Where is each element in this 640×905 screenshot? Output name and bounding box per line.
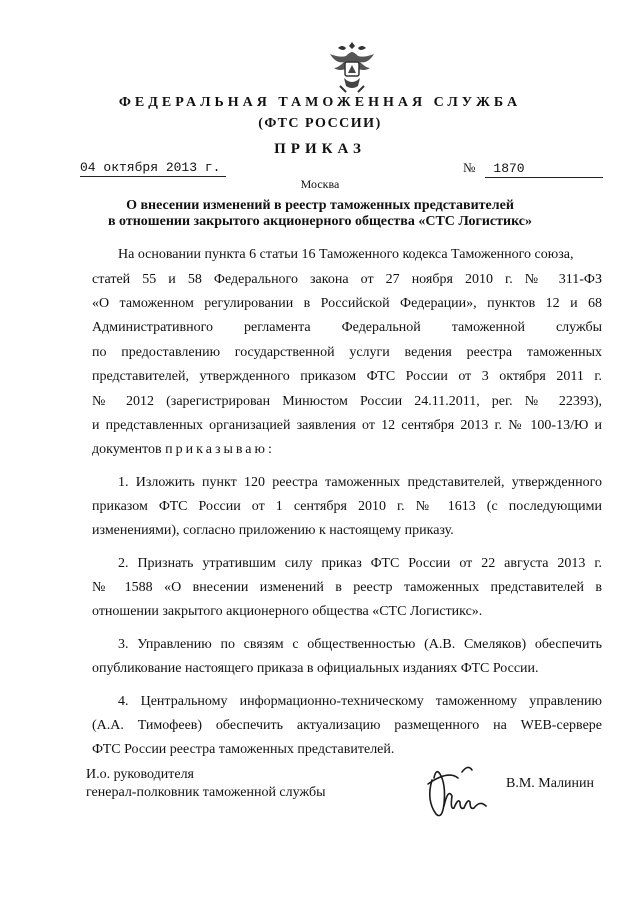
signatory-name: В.М. Малинин bbox=[506, 776, 595, 791]
body-text-line: На основании пункта 6 статьи 16 Таможенного кодекса Таможенного союза, bbox=[118, 247, 574, 262]
signatory-position: И.о. руководителя bbox=[86, 767, 195, 782]
coat-of-arms-emblem bbox=[326, 38, 378, 96]
document-type-title: ПРИКАЗ bbox=[274, 141, 366, 157]
item-2-line: 2. Признать утратившим силу приказ ФТС России от 22 августа 2013 г. bbox=[118, 556, 602, 571]
body-text-line: представителей, утвержденного приказом ФТС России от 3 октября 2011 г. bbox=[92, 369, 602, 384]
body-text-line bbox=[92, 441, 602, 459]
order-date: 04 октября 2013 г. bbox=[80, 160, 226, 177]
body-text-line: и представленных организацией заявления от 12 сентября 2013 г. № 100-13/Ю и bbox=[92, 418, 602, 433]
body-text-line: № 2012 (зарегистрирован Минюстом России 24.11.2011, рег. № 22393), bbox=[92, 394, 602, 409]
body-text-line: Административного регламента Федеральной таможенной службы bbox=[92, 320, 602, 335]
body-text-line: по предоставлению государственной услуги ведения реестра таможенных bbox=[92, 345, 602, 360]
order-subject bbox=[0, 198, 640, 230]
organization-short-name: (ФТС РОССИИ) bbox=[258, 116, 382, 131]
subject-line: в отношении закрытого акционерного общества «СТС Логистикс» bbox=[107, 214, 532, 229]
item-1-line: изменениями), согласно приложению к настоящему приказу. bbox=[92, 523, 454, 538]
issue-city: Москва bbox=[300, 177, 340, 191]
item-2-line: отношении закрытого акционерного общества «СТС Логистикс». bbox=[92, 604, 483, 619]
subject-line: О внесении изменений в реестр таможенных представителей bbox=[126, 198, 514, 213]
preamble-prefix: документов bbox=[92, 442, 162, 457]
signatory-rank: генерал-полковник таможенной службы bbox=[86, 785, 326, 800]
order-number: 1870 bbox=[485, 161, 603, 178]
item-1-line: 1. Изложить пункт 120 реестра таможенных представителей, утвержденного bbox=[118, 475, 602, 490]
body-text-line: «О таможенном регулировании в Российской Федерации», пунктов 12 и 68 bbox=[92, 296, 602, 311]
item-4-line: 4. Центральному информационно-техническому таможенному управлению bbox=[118, 694, 602, 709]
item-3-line: 3. Управлению по связям с общественностью (А.В. Смеляков) обеспечить bbox=[118, 637, 602, 652]
handwritten-signature bbox=[418, 750, 498, 830]
number-sign: № bbox=[463, 160, 476, 175]
organization-name: ФЕДЕРАЛЬНАЯ ТАМОЖЕННАЯ СЛУЖБА bbox=[118, 95, 522, 110]
item-2-line: № 1588 «О внесении изменений в реестр таможенных представителей в bbox=[92, 580, 602, 595]
order-number-field bbox=[463, 160, 603, 178]
item-4-line: (А.А. Тимофеев) обеспечить актуализацию размещенного на WEB-сервере bbox=[92, 718, 602, 733]
item-1-line: приказом ФТС России от 1 сентября 2010 г. № 1613 (с последующими bbox=[92, 499, 602, 514]
item-4-line: ФТС России реестра таможенных представителей. bbox=[92, 742, 395, 757]
body-text-line: статей 55 и 58 Федерального закона от 27 ноября 2010 г. № 311-ФЗ bbox=[92, 272, 602, 287]
item-3-line: опубликование настоящего приказа в официальных изданиях ФТС России. bbox=[92, 661, 539, 676]
directive-word: приказываю: bbox=[165, 442, 275, 457]
